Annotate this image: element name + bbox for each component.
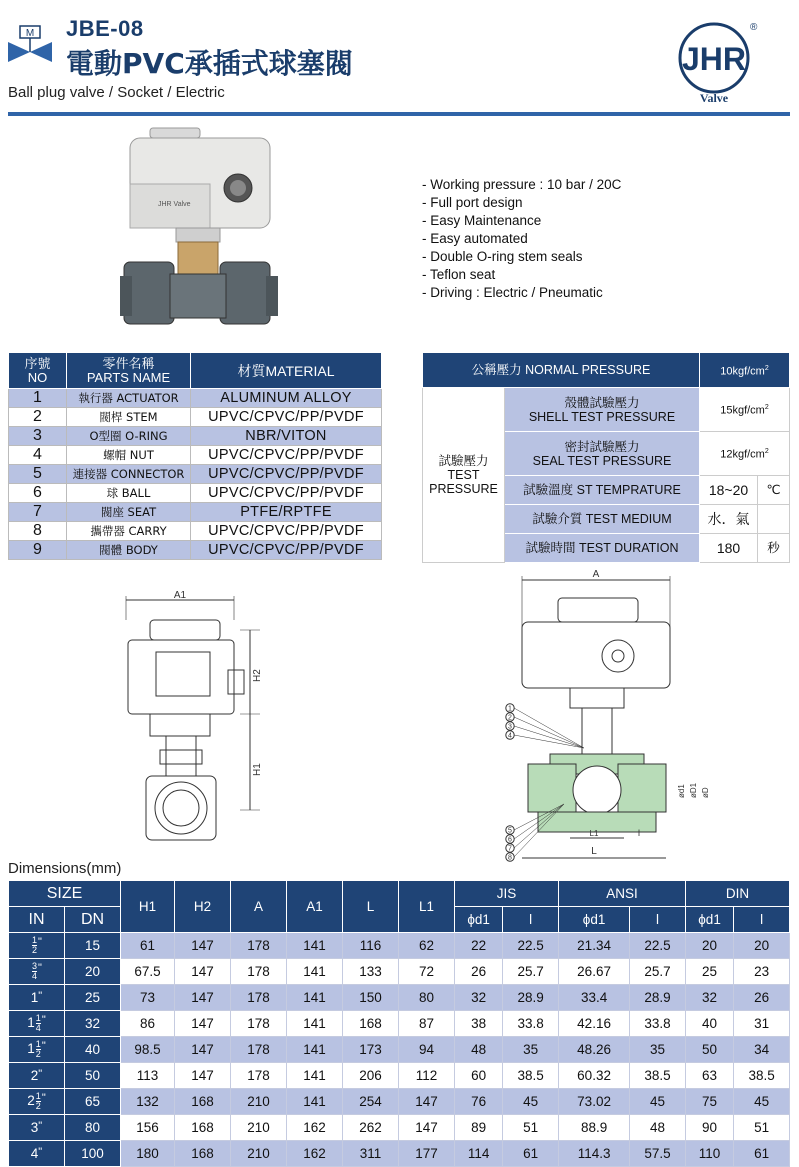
dim-din-d: 40: [685, 1011, 733, 1037]
feature-item: - Double O-ring stem seals: [422, 248, 621, 266]
size-inch: [9, 985, 65, 1011]
fraction-denominator: 4: [32, 971, 38, 981]
dim-ansi-l: 57.5: [630, 1141, 686, 1167]
balloon-group-top: [506, 704, 584, 748]
svg-text:ød1: ød1: [677, 784, 686, 798]
dim-din-l: 45: [734, 1089, 790, 1115]
dim-l: 206: [343, 1063, 399, 1089]
dimension-row: [9, 1089, 790, 1115]
feature-list: [422, 176, 621, 302]
part-name: 執行器 ACTUATOR: [67, 389, 191, 408]
dim-a1: 141: [287, 985, 343, 1011]
inch-mark: ": [38, 962, 42, 974]
dim-ansi-d: 48.26: [559, 1037, 630, 1063]
dim-din-d: 20: [685, 933, 733, 959]
parts-header-material: 材質MATERIAL: [191, 353, 382, 389]
dim-h1: 98.5: [121, 1037, 175, 1063]
part-name: 閥座 SEAT: [67, 503, 191, 522]
dimension-row: [9, 1011, 790, 1037]
parts-header-no: [9, 353, 67, 389]
part-material: UPVC/CPVC/PP/PVDF: [191, 522, 382, 541]
dim-h1: 61: [121, 933, 175, 959]
part-name: O型圈 O-RING: [67, 427, 191, 446]
shell-test-value: $15kgf/cm^2$: [700, 388, 790, 432]
in-header: IN: [9, 907, 65, 933]
header: [0, 0, 799, 118]
fraction-denominator: 2: [35, 1049, 41, 1059]
dim-jis-d: 48: [455, 1037, 503, 1063]
jis-header: JIS: [455, 881, 559, 907]
dim-ansi-d: 60.32: [559, 1063, 630, 1089]
dim-h1: 67.5: [121, 959, 175, 985]
leader-line: [514, 717, 584, 748]
dim-din-l: 51: [734, 1115, 790, 1141]
dim-l: 116: [343, 933, 399, 959]
seal-test-label: 密封試驗壓力 SEAL TEST PRESSURE: [505, 432, 700, 476]
inch-whole: 3: [30, 1120, 39, 1135]
dim-h1: 73: [121, 985, 175, 1011]
test-duration-label: 試驗時間 TEST DURATION: [505, 534, 700, 563]
dim-a1: 162: [287, 1141, 343, 1167]
dim-ansi-d: 26.67: [559, 959, 630, 985]
jhr-logo: [676, 20, 756, 104]
svg-text:JHR: JHR: [681, 41, 747, 77]
fraction-denominator: 2: [32, 945, 38, 955]
part-balloon-label: 2: [508, 714, 512, 722]
din-d1-header: ϕd1: [685, 907, 733, 933]
fraction-numerator: 1: [35, 1013, 41, 1023]
parts-header-name: [67, 353, 191, 389]
dim-ansi-l: 33.8: [630, 1011, 686, 1037]
dimension-row: [9, 1141, 790, 1167]
dimension-row: [9, 959, 790, 985]
dim-jis-d: 26: [455, 959, 503, 985]
svg-text:H1: H1: [252, 763, 263, 776]
dim-ansi-l: 22.5: [630, 933, 686, 959]
leader-line: [514, 708, 584, 748]
header-name-en: PARTS NAME: [86, 369, 171, 385]
part-balloon-label: 1: [508, 705, 512, 713]
part-material: UPVC/CPVC/PP/PVDF: [191, 541, 382, 560]
dim-jis-l: 33.8: [503, 1011, 559, 1037]
dimension-row: [9, 1037, 790, 1063]
dim-l: 168: [343, 1011, 399, 1037]
dim-ansi-d: 88.9: [559, 1115, 630, 1141]
dim-jis-d: 38: [455, 1011, 503, 1037]
header-no-en: NO: [27, 369, 48, 385]
dim-ansi-l: 25.7: [630, 959, 686, 985]
l-header: L: [343, 881, 399, 933]
header-rule: [8, 112, 790, 116]
dim-jis-l: 35: [503, 1037, 559, 1063]
dim-din-d: 25: [685, 959, 733, 985]
dimension-row: [9, 985, 790, 1011]
size-dn: 80: [65, 1115, 121, 1141]
dim-a: 178: [231, 933, 287, 959]
part-number: 6: [9, 484, 67, 503]
svg-text:M: M: [25, 28, 35, 39]
svg-text:øD: øD: [701, 787, 710, 798]
test-medium-label: 試驗介質 TEST MEDIUM: [505, 505, 700, 534]
part-name: 連接器 CONNECTOR: [67, 465, 191, 484]
normal-pressure-label: 公稱壓力 NORMAL PRESSURE: [423, 353, 700, 388]
dim-h1: 86: [121, 1011, 175, 1037]
part-balloon-label: 4: [508, 732, 512, 740]
dim-ansi-l: 48: [630, 1115, 686, 1141]
size-dn: 20: [65, 959, 121, 985]
feature-item: - Driving : Electric / Pneumatic: [422, 284, 621, 302]
dim-h2: 147: [175, 1037, 231, 1063]
part-name: 球 BALL: [67, 484, 191, 503]
size-header: SIZE: [9, 881, 121, 907]
inch-mark: ": [41, 1014, 46, 1026]
dim-a1: 141: [287, 1089, 343, 1115]
dim-jis-l: 28.9: [503, 985, 559, 1011]
a1-header: A1: [287, 881, 343, 933]
dim-a: 210: [231, 1115, 287, 1141]
dim-l1: 177: [399, 1141, 455, 1167]
dim-a1: 141: [287, 933, 343, 959]
dim-a: 210: [231, 1141, 287, 1167]
inch-mark: ": [38, 1068, 43, 1080]
dim-ansi-l: 28.9: [630, 985, 686, 1011]
size-dn: 32: [65, 1011, 121, 1037]
part-name: 螺帽 NUT: [67, 446, 191, 465]
dimension-row: [9, 1063, 790, 1089]
dimension-row: [9, 1115, 790, 1141]
front-view-drawing: [500, 568, 720, 868]
feature-item: - Teflon seat: [422, 266, 621, 284]
ansi-header: ANSI: [559, 881, 686, 907]
part-number: 1: [9, 389, 67, 408]
inch-whole: 1: [27, 1041, 35, 1057]
dim-a1: 162: [287, 1115, 343, 1141]
part-name: 攜帶器 CARRY: [67, 522, 191, 541]
svg-text:L: L: [591, 846, 597, 857]
feature-item: - Full port design: [422, 194, 621, 212]
inch-whole: 2: [27, 1093, 35, 1109]
svg-text:A1: A1: [173, 590, 187, 601]
header-no-cn: 序號: [24, 355, 51, 371]
svg-text:øD1: øD1: [689, 782, 698, 798]
part-number: 8: [9, 522, 67, 541]
fraction-numerator: 1: [32, 935, 38, 945]
din-header: DIN: [685, 881, 789, 907]
part-number: 3: [9, 427, 67, 446]
jis-l-header: l: [503, 907, 559, 933]
dim-h1: 132: [121, 1089, 175, 1115]
dim-h2: 168: [175, 1089, 231, 1115]
dim-l: 254: [343, 1089, 399, 1115]
part-balloon-label: 5: [508, 827, 512, 835]
dim-a1: 141: [287, 959, 343, 985]
l1-header: L1: [399, 881, 455, 933]
dim-ansi-l: 35: [630, 1037, 686, 1063]
dim-jis-l: 51: [503, 1115, 559, 1141]
size-dn: 40: [65, 1037, 121, 1063]
dim-jis-d: 89: [455, 1115, 503, 1141]
size-inch: [9, 1063, 65, 1089]
test-medium-value: 水．氣: [700, 505, 758, 534]
dim-din-d: 32: [685, 985, 733, 1011]
inch-mark: ": [41, 1040, 46, 1052]
dimension-row: [9, 933, 790, 959]
dim-jis-l: 38.5: [503, 1063, 559, 1089]
parts-row: [9, 389, 382, 408]
size-dn: 25: [65, 985, 121, 1011]
part-material: UPVC/CPVC/PP/PVDF: [191, 465, 382, 484]
part-number: 7: [9, 503, 67, 522]
h2-header: H2: [175, 881, 231, 933]
product-title: 電動PVC承插式球塞閥: [66, 47, 353, 80]
size-inch: [9, 1011, 65, 1037]
dim-din-d: 63: [685, 1063, 733, 1089]
size-inch: [9, 959, 65, 985]
parts-row: [9, 541, 382, 560]
dim-ansi-d: 33.4: [559, 985, 630, 1011]
group-en-1: TEST: [447, 468, 480, 482]
test-duration-value: 180: [700, 534, 758, 563]
dim-jis-l: 45: [503, 1089, 559, 1115]
inch-mark: ": [38, 1120, 43, 1132]
test-temperature-unit: ℃: [758, 476, 790, 505]
parts-row: [9, 465, 382, 484]
size-inch: [9, 1141, 65, 1167]
dim-h2: 147: [175, 959, 231, 985]
dim-ansi-l: 45: [630, 1089, 686, 1115]
dim-l1: 112: [399, 1063, 455, 1089]
feature-item: - Working pressure : 10 bar / 20C: [422, 176, 621, 194]
dim-ansi-d: 114.3: [559, 1141, 630, 1167]
part-name: 閥體 BODY: [67, 541, 191, 560]
part-number: 5: [9, 465, 67, 484]
dimensions-title: Dimensions(mm): [8, 860, 122, 877]
dim-h1: 113: [121, 1063, 175, 1089]
dim-l1: 62: [399, 933, 455, 959]
dim-din-l: 34: [734, 1037, 790, 1063]
dn-header: DN: [65, 907, 121, 933]
dim-a1: 141: [287, 1063, 343, 1089]
dim-h2: 168: [175, 1115, 231, 1141]
size-inch: [9, 1115, 65, 1141]
parts-row: [9, 427, 382, 446]
inch-mark: ": [41, 1092, 46, 1104]
dim-l: 173: [343, 1037, 399, 1063]
inch-fraction: [32, 936, 37, 955]
size-dn: 65: [65, 1089, 121, 1115]
inch-whole: 4: [30, 1146, 39, 1161]
dim-h1: 156: [121, 1115, 175, 1141]
shell-test-label: 殼體試驗壓力 SHELL TEST PRESSURE: [505, 388, 700, 432]
ansi-l-header: l: [630, 907, 686, 933]
dim-l1: 80: [399, 985, 455, 1011]
svg-text:l: l: [638, 828, 640, 838]
inch-fraction: [36, 1040, 41, 1059]
dim-a: 178: [231, 1037, 287, 1063]
dim-a1: 141: [287, 1011, 343, 1037]
part-name: 閥桿 STEM: [67, 408, 191, 427]
dim-din-l: 26: [734, 985, 790, 1011]
dim-jis-d: 76: [455, 1089, 503, 1115]
dim-din-l: 23: [734, 959, 790, 985]
parts-row: [9, 408, 382, 427]
fraction-numerator: 3: [32, 961, 38, 971]
part-balloon-label: 8: [508, 854, 512, 862]
normal-pressure-value: $10kgf/cm^2$: [700, 353, 790, 388]
inch-whole: 2: [30, 1068, 39, 1083]
part-number: 4: [9, 446, 67, 465]
dim-l1: 94: [399, 1037, 455, 1063]
inch-mark: ": [38, 1146, 43, 1158]
group-cn: 試驗壓力: [438, 454, 489, 468]
dim-din-d: 75: [685, 1089, 733, 1115]
dim-a: 178: [231, 985, 287, 1011]
dim-h2: 147: [175, 1063, 231, 1089]
dim-jis-d: 114: [455, 1141, 503, 1167]
dim-a: 178: [231, 1063, 287, 1089]
fraction-numerator: 1: [35, 1091, 41, 1101]
size-dn: 100: [65, 1141, 121, 1167]
dim-h2: 147: [175, 985, 231, 1011]
a-header: A: [231, 881, 287, 933]
dim-jis-d: 22: [455, 933, 503, 959]
svg-text:Valve: Valve: [699, 91, 729, 105]
svg-text:A: A: [592, 569, 600, 580]
group-en-2: PRESSURE: [429, 482, 498, 496]
dim-l1: 147: [399, 1115, 455, 1141]
svg-text:®: ®: [750, 22, 758, 33]
part-balloon-label: 6: [508, 836, 512, 844]
inch-fraction: [36, 1014, 41, 1033]
dim-l1: 87: [399, 1011, 455, 1037]
product-subtitle: Ball plug valve / Socket / Electric: [8, 84, 225, 101]
dim-h1: 180: [121, 1141, 175, 1167]
dim-l: 150: [343, 985, 399, 1011]
dim-din-l: 20: [734, 933, 790, 959]
size-dn: 15: [65, 933, 121, 959]
dim-jis-l: 25.7: [503, 959, 559, 985]
inch-mark: ": [38, 936, 42, 948]
dim-jis-l: 61: [503, 1141, 559, 1167]
feature-item: - Easy automated: [422, 230, 621, 248]
dim-ansi-d: 21.34: [559, 933, 630, 959]
dim-jis-l: 22.5: [503, 933, 559, 959]
dim-din-d: 110: [685, 1141, 733, 1167]
parts-row: [9, 503, 382, 522]
dim-l1: 147: [399, 1089, 455, 1115]
size-dn: 50: [65, 1063, 121, 1089]
part-material: NBR/VITON: [191, 427, 382, 446]
dim-ansi-l: 38.5: [630, 1063, 686, 1089]
inch-fraction: [36, 1092, 41, 1111]
fraction-numerator: 1: [35, 1039, 41, 1049]
part-balloon-label: 3: [508, 723, 512, 731]
dim-jis-d: 60: [455, 1063, 503, 1089]
size-inch: [9, 933, 65, 959]
test-temperature-value: 18~20: [700, 476, 758, 505]
dim-h2: 147: [175, 933, 231, 959]
dim-a: 178: [231, 1011, 287, 1037]
svg-text:JHR Valve: JHR Valve: [158, 201, 191, 208]
valve-symbol-icon: [6, 22, 54, 70]
part-material: PTFE/RPTFE: [191, 503, 382, 522]
part-number: 2: [9, 408, 67, 427]
side-view-drawing: [110, 590, 280, 860]
parts-row: [9, 522, 382, 541]
fraction-denominator: 2: [35, 1101, 41, 1111]
dim-a: 210: [231, 1089, 287, 1115]
dim-din-d: 50: [685, 1037, 733, 1063]
dim-l: 262: [343, 1115, 399, 1141]
dim-din-l: 38.5: [734, 1063, 790, 1089]
pressure-table: [422, 352, 790, 563]
feature-item: - Easy Maintenance: [422, 212, 621, 230]
test-duration-unit: 秒: [758, 534, 790, 563]
product-code: JBE-08: [66, 16, 144, 41]
part-material: UPVC/CPVC/PP/PVDF: [191, 446, 382, 465]
header-name-cn: 零件名稱: [102, 355, 155, 371]
dim-l: 133: [343, 959, 399, 985]
inch-whole: 1: [27, 1015, 35, 1031]
dim-ansi-d: 73.02: [559, 1089, 630, 1115]
parts-row: [9, 446, 382, 465]
parts-row: [9, 484, 382, 503]
parts-table: [8, 352, 382, 560]
fraction-denominator: 4: [35, 1023, 41, 1033]
dim-din-l: 61: [734, 1141, 790, 1167]
svg-text:L1: L1: [589, 829, 599, 838]
seal-test-value: $12kgf/cm^2$: [700, 432, 790, 476]
jis-d1-header: ϕd1: [455, 907, 503, 933]
inch-whole: 1: [30, 990, 39, 1005]
svg-text:H2: H2: [252, 669, 263, 682]
dim-jis-d: 32: [455, 985, 503, 1011]
part-material: UPVC/CPVC/PP/PVDF: [191, 484, 382, 503]
dim-din-l: 31: [734, 1011, 790, 1037]
dim-ansi-d: 42.16: [559, 1011, 630, 1037]
part-material: UPVC/CPVC/PP/PVDF: [191, 408, 382, 427]
h1-header: H1: [121, 881, 175, 933]
test-temperature-label: 試驗溫度 ST TEMPRATURE: [505, 476, 700, 505]
dim-din-d: 90: [685, 1115, 733, 1141]
size-inch: [9, 1089, 65, 1115]
dim-a1: 141: [287, 1037, 343, 1063]
part-balloon-label: 7: [508, 845, 512, 853]
dimensions-table: [8, 880, 790, 1167]
inch-mark: ": [38, 990, 43, 1002]
dim-a: 178: [231, 959, 287, 985]
dim-h2: 147: [175, 1011, 231, 1037]
dim-l1: 72: [399, 959, 455, 985]
test-medium-blank: [758, 505, 790, 534]
inch-fraction: [32, 962, 37, 981]
ansi-d1-header: ϕd1: [559, 907, 630, 933]
part-material: ALUMINUM ALLOY: [191, 389, 382, 408]
size-inch: [9, 1037, 65, 1063]
part-number: 9: [9, 541, 67, 560]
test-pressure-group: [423, 388, 505, 563]
product-photo: [120, 124, 280, 344]
dim-l: 311: [343, 1141, 399, 1167]
dim-h2: 168: [175, 1141, 231, 1167]
din-l-header: l: [734, 907, 790, 933]
